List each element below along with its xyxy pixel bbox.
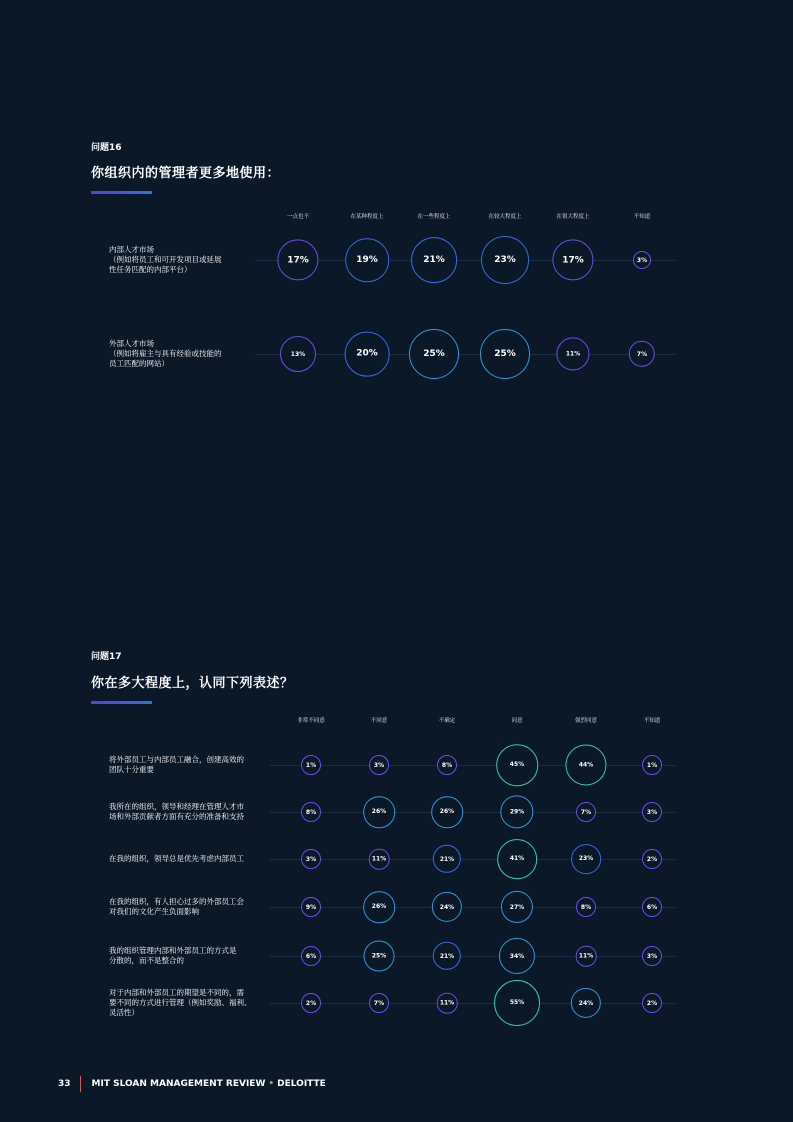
value-bubble: 8% [437, 755, 457, 775]
value-bubble: 21% [433, 942, 461, 970]
row-label [109, 988, 252, 1018]
row-guide-line [270, 765, 676, 766]
row-label-line: 在我的组织，领导总是优先考虑内部员工 [109, 854, 244, 863]
value-bubble: 19% [345, 238, 389, 282]
row-guide-line [270, 1003, 676, 1004]
value-bubble: 25% [480, 329, 530, 379]
value-bubble: 3% [642, 802, 662, 822]
value-bubble: 11% [556, 337, 589, 370]
value-bubble: 44% [565, 744, 606, 785]
value-bubble: 17% [277, 239, 318, 280]
value-bubble: 45% [496, 744, 538, 786]
row-label-line: 团队十分重要 [109, 765, 154, 774]
row-label [109, 854, 244, 864]
value-bubble: 26% [363, 796, 395, 828]
row-guide-line [270, 812, 676, 813]
value-bubble: 20% [345, 332, 390, 377]
page-footer [58, 1076, 326, 1092]
column-header: 在某种程度上 [350, 214, 384, 220]
value-bubble: 1% [301, 755, 321, 775]
column-header: 同意 [511, 718, 523, 724]
value-bubble: 7% [576, 802, 596, 822]
value-bubble: 6% [642, 897, 662, 917]
value-bubble: 8% [576, 897, 596, 917]
value-bubble: 23% [571, 844, 601, 874]
value-bubble: 8% [301, 802, 321, 822]
column-header: 在很大程度上 [556, 214, 590, 220]
footer-dot: • [268, 1079, 275, 1089]
column-header: 强烈同意 [574, 718, 598, 724]
value-bubble: 21% [433, 845, 461, 873]
row-guide-line [255, 354, 676, 355]
value-bubble: 41% [497, 839, 537, 879]
value-bubble: 7% [369, 993, 389, 1013]
row-label-line: （例如将雇主与具有经验或技能的 [109, 349, 222, 358]
partner-name: DELOITTE [277, 1079, 326, 1089]
row-label-line: 内部人才市场 [109, 245, 154, 254]
column-header: 不确定 [438, 718, 456, 724]
question-title: 你在多大程度上，认同下列表述？ [91, 676, 294, 691]
value-bubble: 11% [369, 849, 390, 870]
value-bubble: 3% [369, 755, 389, 775]
value-bubble: 2% [642, 993, 662, 1013]
row-label-line: 我所在的组织，领导和经理在管理人才市 [109, 802, 244, 811]
value-bubble: 27% [501, 891, 533, 923]
question-title: 你组织内的管理者更多地使用： [91, 166, 281, 181]
value-bubble: 55% [494, 980, 540, 1026]
column-header: 非常不同意 [297, 718, 325, 724]
row-label [109, 245, 222, 275]
row-label-line: 性任务匹配的内部平台） [109, 265, 192, 274]
value-bubble: 17% [552, 239, 593, 280]
row-label-line: 员工匹配的网站） [109, 359, 169, 368]
question-number: 问题16 [91, 143, 122, 153]
value-bubble: 24% [432, 892, 462, 922]
value-bubble: 13% [280, 336, 316, 372]
value-bubble: 26% [363, 891, 395, 923]
column-header: 一点也不 [286, 214, 310, 220]
column-header: 不知道 [643, 718, 661, 724]
footer-divider [80, 1076, 81, 1092]
value-bubble: 2% [642, 849, 662, 869]
publication-name: MIT SLOAN MANAGEMENT REVIEW [91, 1079, 266, 1089]
column-header: 不同意 [370, 718, 388, 724]
row-label-line: 我的组织管理内部和外部员工的方式是 [109, 946, 237, 955]
row-label [109, 802, 244, 822]
row-label-line: 分散的，而不是整合的 [109, 956, 184, 965]
column-header: 在一些程度上 [417, 214, 451, 220]
row-label-line: 对我们的文化产生负面影响 [109, 907, 199, 916]
value-bubble: 23% [481, 236, 529, 284]
row-guide-line [270, 907, 676, 908]
value-bubble: 24% [571, 988, 601, 1018]
question-number: 问题17 [91, 652, 122, 662]
value-bubble: 7% [629, 341, 655, 367]
row-label [109, 339, 222, 369]
value-bubble: 3% [633, 251, 651, 269]
value-bubble: 3% [301, 849, 321, 869]
row-label [109, 755, 244, 775]
column-header: 在较大程度上 [488, 214, 522, 220]
title-accent-bar [91, 191, 152, 194]
value-bubble: 25% [364, 941, 395, 972]
column-header: 不知道 [633, 214, 651, 220]
row-label-line: 场和外部贡献者方面有充分的准备和支持 [109, 812, 244, 821]
row-label-line: 在我的组织，有人担心过多的外部员工会 [109, 897, 244, 906]
value-bubble: 11% [437, 993, 458, 1014]
value-bubble: 21% [411, 237, 457, 283]
row-label-line: 对于内部和外部员工的期望是不同的，需 [109, 988, 244, 997]
page-number: 33 [58, 1079, 71, 1089]
row-label [109, 897, 244, 917]
value-bubble: 6% [301, 946, 321, 966]
value-bubble: 26% [431, 796, 463, 828]
row-label [109, 946, 237, 966]
row-guide-line [270, 956, 676, 957]
value-bubble: 9% [301, 897, 321, 917]
row-label-line: 将外部员工与内部员工融合，创建高效的 [109, 755, 244, 764]
value-bubble: 34% [499, 938, 535, 974]
row-label-line: 要不同的方式进行管理（例如奖励、福利、 [109, 998, 252, 1007]
row-label-line: （例如将员工和可开发项目或延展 [109, 255, 222, 264]
row-label-line: 灵活性） [109, 1008, 139, 1017]
value-bubble: 3% [642, 946, 662, 966]
value-bubble: 1% [642, 755, 662, 775]
value-bubble: 11% [576, 946, 597, 967]
value-bubble: 2% [301, 993, 321, 1013]
value-bubble: 29% [500, 795, 533, 828]
value-bubble: 25% [409, 329, 459, 379]
row-label-line: 外部人才市场 [109, 339, 154, 348]
title-accent-bar [91, 701, 152, 704]
row-guide-line [270, 859, 676, 860]
